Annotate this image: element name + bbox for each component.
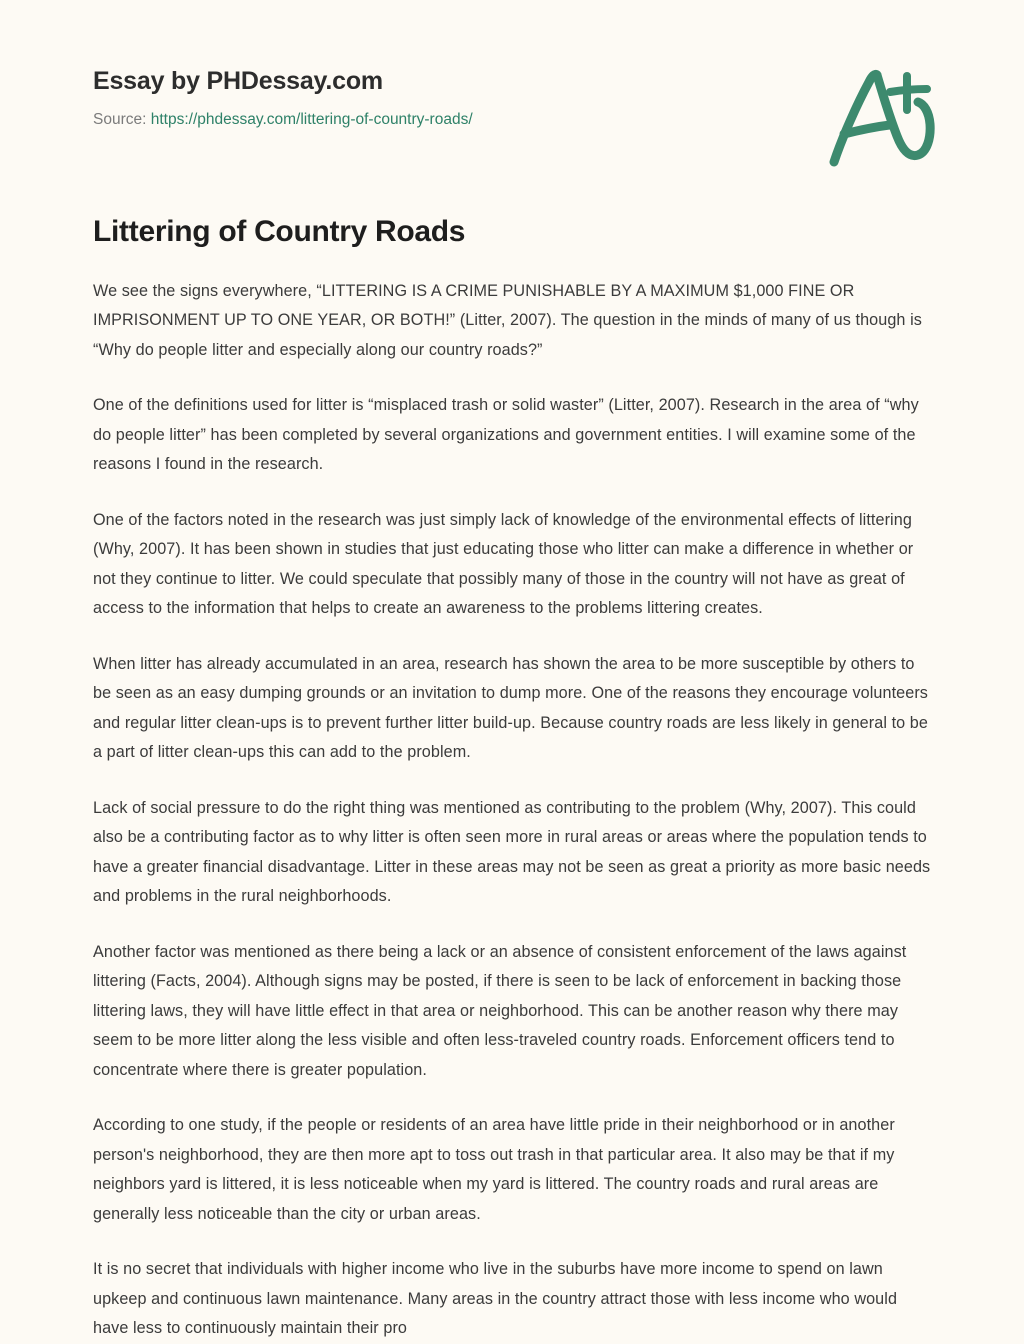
source-url-link[interactable]: https://phdessay.com/littering-of-country-roads/	[150, 111, 473, 128]
paragraph: It is no secret that individuals with higher income who live in the suburbs have more income to spend on lawn upkeep and continuous lawn maintenance. Many areas in the country attract those with less income who would have less to continuously maintain their pro	[93, 1260, 898, 1337]
paragraph: Lack of social pressure to do the right thing was mentioned as contributing to the problem (Why, 2007). This could also be a contributing factor as to why litter is often seen more in rural areas or areas where the population tends to have a greater financial disadvantage. Litter in these areas may not be seen as great a priority as more basic needs and problems in the rural neighborhoods.	[93, 798, 931, 905]
paragraph: Another factor was mentioned as there being a lack or an absence of consistent enforcement of the laws against littering (Facts, 2004). Although signs may be posted, if there is seen to be lack of enforcement in backing those littering laws, they will have little effect in that area or neighborhood. This can be another reason why there may seem to be more litter along the less visible and often less-traveled country roads. Enforcement officers tend to concentrate where there is greater population.	[93, 942, 907, 1079]
brand-block	[93, 66, 733, 131]
brand-title: Essay by PHDessay.com	[93, 67, 383, 95]
paragraph: According to one study, if the people or residents of an area have little pride in their neighborhood or in another person's neighborhood, they are then more apt to toss out trash in that particular area. It also may be that if my neighbors yard is littered, it is less noticeable when my yard is littered. The country roads and rural areas are generally less noticeable than the city or urban areas.	[93, 1116, 895, 1223]
paragraph: One of the definitions used for litter is “misplaced trash or solid waster” (Litter, 2007). Research in the area of “why do people litter” has been completed by several organizations and government entities. I will examine some of the reasons I found in the research.	[93, 396, 919, 473]
page-header	[0, 0, 1024, 200]
source-label: Source:	[93, 111, 147, 128]
paragraph: We see the signs everywhere, “LITTERING IS A CRIME PUNISHABLE BY A MAXIMUM $1,000 FINE OR IMPRISONMENT UP TO ONE YEAR, OR BOTH!” (Litter, 2007). The question in the minds of many of us though is “Why do people litter and especially along our country roads?”	[93, 281, 922, 359]
source-line	[93, 109, 733, 131]
page-title: Littering of Country Roads	[93, 215, 466, 248]
a-plus-logo	[812, 62, 942, 172]
paragraph: One of the factors noted in the research was just simply lack of knowledge of the environmental effects of littering (Why, 2007). It has been shown in studies that just educating those who litter can make a difference in whether or not they continue to litter. We could speculate that possibly many of those in the country will not have as great of access to the information that helps to create an awareness to the problems littering creates.	[93, 510, 914, 617]
article	[93, 213, 933, 1344]
article-body	[93, 277, 933, 1344]
paragraph: When litter has already accumulated in an area, research has shown the area to be more susceptible by others to be seen as an easy dumping grounds or an invitation to dump more. One of the reasons they encourage volunteers and regular litter clean-ups is to prevent further litter build-up. Because country roads are less likely in general to be a part of litter clean-ups this can add to the problem.	[93, 654, 928, 761]
